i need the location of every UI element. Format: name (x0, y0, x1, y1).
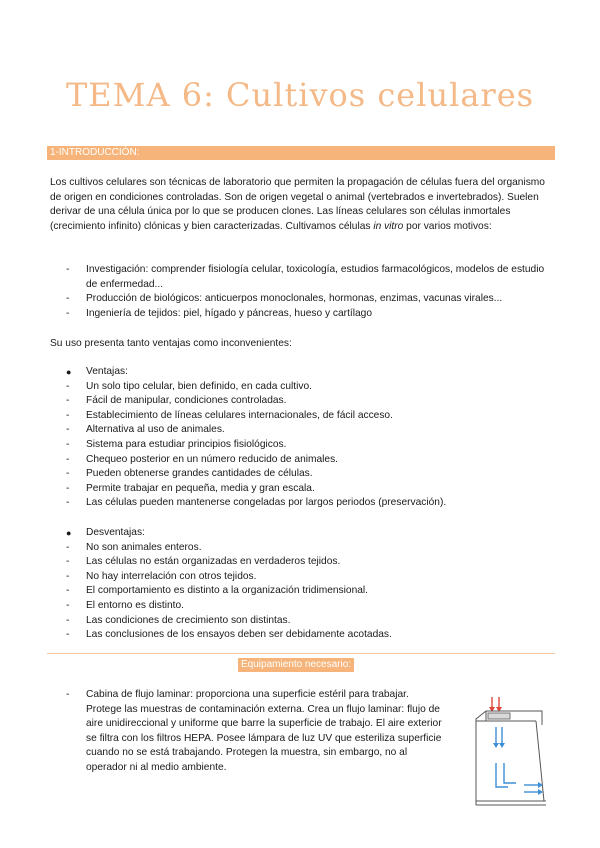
desventajas-heading: ● Desventajas: (66, 526, 556, 541)
laminar-flow-hood-diagram (464, 697, 554, 807)
equipment-description: Cabina de flujo laminar: proporciona una superficie estéril para trabajar. Protege las muestras de contaminación externa. Crea un flujo laminar: flujo de aire unidireccional y uniforme que barre la superficie de trabajo. El aire exterior se filtra con los filtros HEPA. Posee lámpara de luz UV que esteriliza superficie cuando no se está trabajando. Protegen la muestra, sin embargo, no al operador ni al medio ambiente. (86, 689, 442, 773)
in-vitro-italic: in vitro (373, 220, 404, 232)
motivos-list (66, 263, 556, 321)
ventajas-heading: ● Ventajas: (66, 365, 556, 380)
list-item: - Chequeo posterior en un número reducido de animales. (66, 453, 339, 465)
list-item: - Establecimiento de líneas celulares internacionales, de fácil acceso. (66, 409, 393, 421)
list-item: - Las células no están organizadas en verdaderos tejidos. (66, 556, 341, 568)
list-item: - No hay interrelación con otros tejidos. (66, 570, 257, 582)
list-item: - Las células pueden mantenerse congeladas por largos periodos (preservación). (66, 497, 447, 509)
bullet-icon: ● (66, 367, 72, 377)
section-heading-introduccion: 1-INTRODUCCIÓN: (50, 147, 140, 158)
list-item: - Alternativa al uso de animales. (66, 424, 225, 436)
list-item: - El comportamiento es distinto a la organización tridimensional. (66, 585, 368, 597)
equipment-heading: Equipamiento necesario: (238, 658, 354, 672)
list-item: - El entorno es distinto. (66, 599, 184, 611)
cabinet-outline (476, 711, 546, 805)
equipment-item: - Cabina de flujo laminar: proporciona una superficie estéril para trabajar. Protege las muestras de contaminación externa. Crea un flujo laminar: flujo de aire unidireccional y uniforme que barre la superficie de trabajo. El aire exterior se filtra con los filtros HEPA. Posee lámpara de luz UV que esteriliza superficie cuando no se está trabajando. Protegen la muestra, sin embargo, no al operador ni al medio ambiente. (66, 688, 446, 776)
usage-paragraph: Su uso presenta tanto ventajas como inconvenientes: (50, 338, 292, 349)
list-item: - Ingeniería de tejidos: piel, hígado y páncreas, hueso y cartílago (66, 307, 373, 319)
page-title: TEMA 6: Cultivos celulares (65, 76, 535, 114)
list-item: - Producción de biológicos: anticuerpos monoclonales, hormonas, enzimas, vacunas virales... (66, 293, 503, 305)
incoming-air-arrows-icon (489, 697, 502, 712)
list-item: - Sistema para estudiar principios fisiológicos. (66, 438, 287, 450)
ventajas-list (66, 365, 556, 511)
section-divider (47, 653, 555, 654)
list-item: - Las condiciones de crecimiento son distintas. (66, 614, 291, 626)
list-item: - Un solo tipo celular, bien definido, en cada cultivo. (66, 380, 312, 392)
list-item: - Investigación: comprender fisiología celular, toxicología, estudios farmacológicos, modelos de estudio de enfermedad... (66, 264, 545, 290)
list-item: - Pueden obtenerse grandes cantidades de células. (66, 468, 313, 480)
list-item: - No son animales enteros. (66, 541, 202, 553)
section-heading-bar (47, 146, 555, 160)
list-item: - Permite trabajar en pequeña, media y gran escala. (66, 482, 315, 494)
laminar-flow-arrows-icon (493, 727, 543, 795)
list-item: - Las conclusiones de los ensayos deben ser debidamente acotadas. (66, 629, 392, 641)
intro-paragraph: Los cultivos celulares son técnicas de laboratorio que permiten la propagación de células fuera del organismo de origen en condiciones controladas. Son de origen vegetal o animal (vertebrados e invertebrados). Suelen derivar de una célula única por lo que se producen clones. Las líneas celulares son células inmortales (crecimiento infinito) clónicas y bien caracterizadas. Cultivamos células in vitro por varios motivos: (50, 177, 545, 232)
desventajas-list (66, 526, 556, 643)
bullet-icon: ● (66, 528, 72, 538)
list-item: - Fácil de manipular, condiciones controladas. (66, 395, 287, 407)
